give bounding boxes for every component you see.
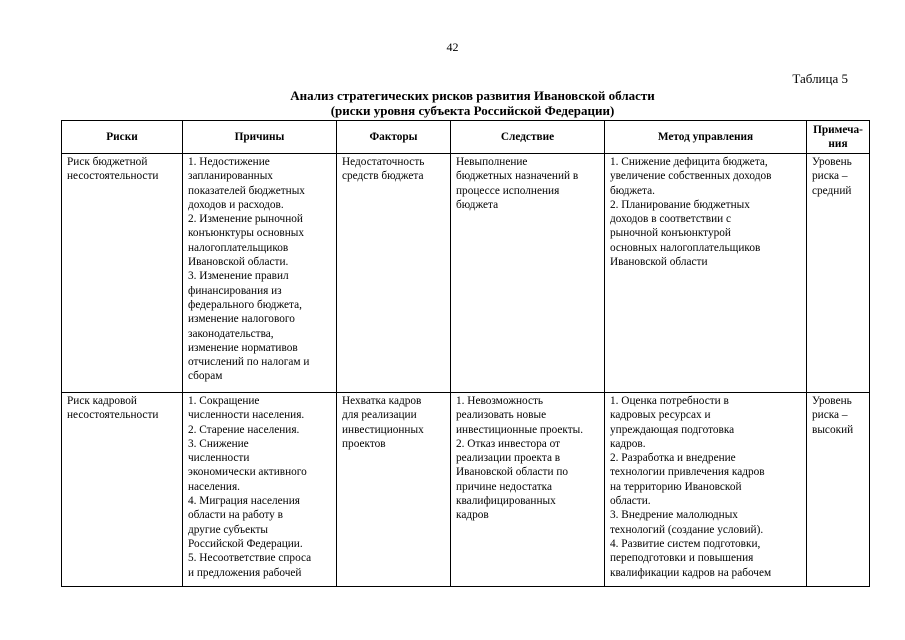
- table-row: [62, 154, 870, 393]
- header-consequence: Следствие: [451, 121, 605, 154]
- cell-text-line: изменение налогового: [188, 313, 295, 326]
- cell-text-line: 3. Изменение правил: [188, 270, 289, 283]
- cell-text-line: увеличение собственных доходов: [610, 170, 772, 183]
- cell-text-line: квалификации кадров на рабочем: [610, 566, 772, 579]
- cell-text-line: 3. Внедрение малолюдных: [610, 509, 738, 522]
- cell-text-line: Невыполнение: [456, 156, 528, 168]
- cell-text-line: 1. Недостижение: [188, 156, 270, 168]
- cell-text-line: на территорию Ивановской: [610, 480, 742, 493]
- cell-text-line: Недостаточность: [342, 156, 425, 168]
- cell-text-line: реализовать новые: [456, 409, 547, 422]
- cell-text-line: другие субъекты: [188, 523, 268, 536]
- cell-text-line: причине недостатка: [456, 480, 553, 493]
- cell-text-line: реализации проекта в: [456, 452, 561, 465]
- cell-text-line: процессе исполнения: [456, 184, 560, 197]
- cell-text-line: экономически активного: [188, 466, 307, 479]
- cell-text-line: 1. Оценка потребности в: [610, 395, 729, 407]
- title-line-1: Анализ стратегических рисков развития Ивановской области: [290, 88, 655, 103]
- cell-text-line: 1. Сокращение: [188, 395, 260, 407]
- cell-text-line: доходов и расходов.: [188, 198, 284, 211]
- cell-text-line: 2. Изменение рыночной: [188, 213, 303, 226]
- header-notes-part2: ния: [828, 138, 848, 150]
- cell-text-line: инвестиционные проекты.: [456, 423, 584, 436]
- cell-text-line: 4. Развитие систем подготовки,: [610, 537, 761, 550]
- cell-text-line: изменение нормативов: [188, 341, 298, 354]
- cell-text-line: Уровень: [812, 156, 852, 168]
- cell-text-line: 3. Снижение: [188, 437, 249, 450]
- cell-text-line: проектов: [342, 437, 386, 450]
- cell-text-line: средний: [812, 184, 852, 197]
- cell-text-line: федерального бюджета,: [188, 298, 302, 311]
- cell-text-line: кадров.: [610, 437, 646, 450]
- table-row: [62, 393, 870, 587]
- cell-text-line: Нехватка кадров: [342, 395, 422, 407]
- cell-text-line: Ивановской области.: [188, 256, 289, 269]
- cell-text-line: квалифицированных: [456, 495, 556, 508]
- cell-text-line: основных налогоплательщиков: [610, 241, 761, 254]
- cell-text-line: области.: [610, 495, 651, 508]
- table-label: Таблица 5: [792, 71, 848, 86]
- cell-text-line: рыночной конъюнктурой: [610, 227, 731, 240]
- risk-table: [61, 120, 870, 587]
- cell-risk: [62, 154, 183, 393]
- cell-text-line: численности населения.: [188, 409, 305, 422]
- cell-text-line: 2. Отказ инвестора от: [456, 437, 561, 450]
- cell-text-line: кадров: [456, 509, 489, 522]
- cell-method: [605, 154, 807, 393]
- cell-text-line: области на работу в: [188, 509, 283, 522]
- cell-note: [807, 393, 870, 587]
- cell-text-line: Риск бюджетной: [67, 156, 148, 168]
- cell-text-line: 1. Невозможность: [456, 395, 544, 407]
- cell-text-line: населения.: [188, 480, 240, 493]
- cell-text-line: доходов в соответствии с: [610, 213, 732, 226]
- cell-method: [605, 393, 807, 587]
- cell-text-line: бюджетных назначений в: [456, 170, 579, 183]
- header-risks: Риски: [62, 121, 183, 154]
- cell-text-line: отчислений по налогам и: [188, 356, 310, 369]
- cell-text-line: несостоятельности: [67, 170, 159, 183]
- cell-text-line: сборам: [188, 370, 223, 383]
- cell-text-line: инвестиционных: [342, 423, 424, 436]
- header-causes: Причины: [183, 121, 337, 154]
- cell-text-line: упреждающая подготовка: [610, 423, 735, 436]
- header-factors: Факторы: [337, 121, 451, 154]
- cell-text-line: кадровых ресурсах и: [610, 409, 711, 422]
- cell-text-line: высокий: [812, 423, 854, 436]
- header-method: Метод управления: [605, 121, 807, 154]
- cell-causes: [183, 154, 337, 393]
- cell-text-line: показателей бюджетных: [188, 184, 305, 197]
- cell-risk: [62, 393, 183, 587]
- cell-consequence: [451, 154, 605, 393]
- cell-text-line: Ивановской области: [610, 256, 708, 269]
- cell-text-line: конъюнктуры основных: [188, 227, 305, 240]
- title-line-2: (риски уровня субъекта Российской Федерации): [330, 103, 615, 118]
- cell-text-line: бюджета: [456, 198, 499, 211]
- table-title: [0, 88, 905, 118]
- cell-factors: [337, 393, 451, 587]
- cell-causes: [183, 393, 337, 587]
- cell-text-line: численности: [188, 452, 250, 465]
- cell-note: [807, 154, 870, 393]
- cell-text-line: несостоятельности: [67, 409, 159, 422]
- cell-text-line: Риск кадровой: [67, 395, 137, 407]
- cell-consequence: [451, 393, 605, 587]
- cell-text-line: законодательства,: [188, 327, 274, 340]
- cell-text-line: для реализации: [342, 409, 417, 422]
- cell-text-line: переподготовки и повышения: [610, 552, 754, 565]
- cell-text-line: Уровень: [812, 395, 852, 407]
- cell-text-line: финансирования из: [188, 284, 282, 297]
- cell-text-line: бюджета.: [610, 184, 655, 197]
- cell-text-line: 5. Несоответствие спроса: [188, 552, 312, 565]
- cell-text-line: средств бюджета: [342, 170, 424, 183]
- cell-text-line: технологии привлечения кадров: [610, 466, 765, 479]
- cell-text-line: риска –: [812, 170, 848, 183]
- cell-text-line: 1. Снижение дефицита бюджета,: [610, 156, 768, 168]
- cell-text-line: Ивановской области по: [456, 466, 569, 479]
- cell-text-line: запланированных: [188, 170, 273, 183]
- cell-text-line: и предложения рабочей: [188, 566, 302, 579]
- cell-text-line: налогоплательщиков: [188, 241, 289, 254]
- table-header-row: [62, 121, 870, 154]
- cell-text-line: 4. Миграция населения: [188, 495, 300, 508]
- header-notes: [807, 121, 870, 154]
- cell-text-line: 2. Старение населения.: [188, 423, 300, 436]
- cell-text-line: 2. Планирование бюджетных: [610, 198, 750, 211]
- header-notes-part1: Примеча-: [813, 123, 863, 136]
- cell-text-line: риска –: [812, 409, 848, 422]
- cell-text-line: 2. Разработка и внедрение: [610, 452, 736, 465]
- cell-text-line: Российской Федерации.: [188, 537, 303, 550]
- cell-text-line: технологий (создание условий).: [610, 523, 764, 536]
- cell-factors: [337, 154, 451, 393]
- page-number: 42: [446, 40, 459, 54]
